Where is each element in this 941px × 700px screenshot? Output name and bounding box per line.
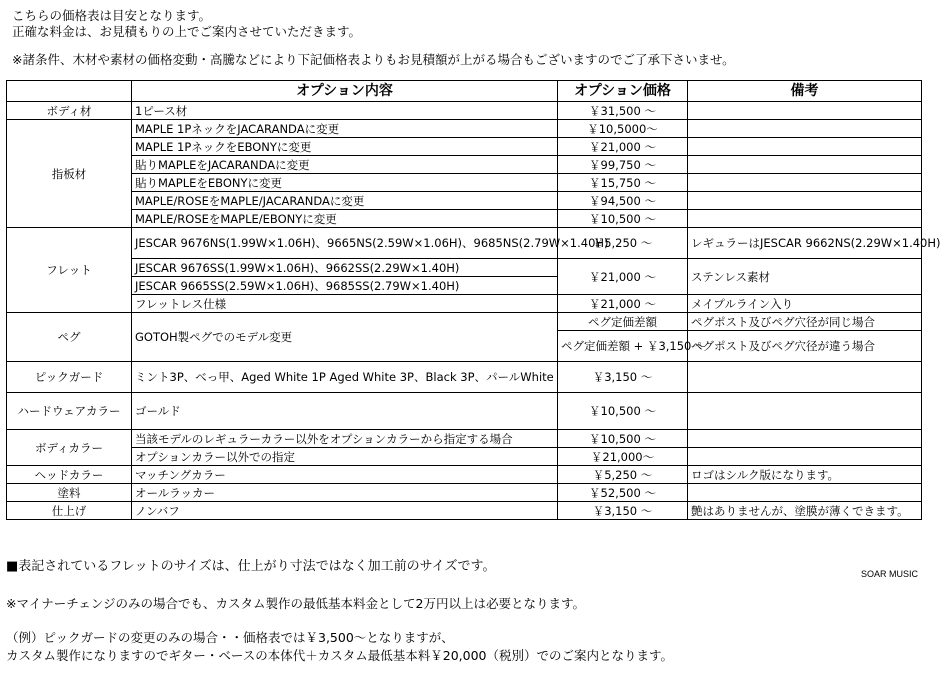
option-desc: MAPLE 1PネックをEBONYに変更 [132,138,558,156]
option-price: ￥5,250 ～ [558,466,688,484]
intro-line-1: こちらの価格表は目安となります。 [12,8,212,23]
category-label: 塗料 [7,484,132,502]
table-row [7,502,922,520]
option-price: ￥10,500 ～ [558,430,688,448]
option-note [688,448,922,466]
category-label: ハードウェアカラー [7,393,132,430]
category-label: 仕上げ [7,502,132,520]
option-desc: 貼りMAPLEをJACARANDAに変更 [132,156,558,174]
header-note: 備考 [688,81,922,102]
option-note [688,393,922,430]
option-desc: GOTOH製ペグでのモデル変更 [132,313,558,362]
option-note: ペグポスト及びペグ穴径が同じ場合 [688,313,922,331]
table-row [7,210,922,228]
option-price: ￥21,000 ～ [558,259,688,295]
intro-line-3: ※諸条件、木材や素材の価格変動・高騰などにより下記価格表よりもお見積額が上がる場合もございますのでご了承下さいませ。 [12,52,735,67]
example-note [6,629,673,665]
table-row [7,259,922,277]
option-desc: 貼りMAPLEをEBONYに変更 [132,174,558,192]
intro-line-2: 正確な料金は、お見積もりの上でご案内させていただきます。 [12,24,362,39]
option-note [688,210,922,228]
option-note [688,174,922,192]
option-price: ￥21,000 ～ [558,295,688,313]
option-price: ￥15,750 ～ [558,174,688,192]
option-note [688,484,922,502]
option-note [688,102,922,120]
option-desc: JESCAR 9676NS(1.99W×1.06H)、9665NS(2.59W×1.06H)、9685NS(2.79W×1.40H) [132,228,558,259]
category-label: ピックガード [7,362,132,393]
category-label: ヘッドカラー [7,466,132,484]
option-desc: オールラッカー [132,484,558,502]
category-label: 指板材 [7,120,132,228]
table-header-row [7,81,922,102]
option-price: ￥94,500 ～ [558,192,688,210]
option-note: ロゴはシルク版になります。 [688,466,922,484]
option-price: ￥99,750 ～ [558,156,688,174]
option-note: レギュラーはJESCAR 9662NS(2.29W×1.40H) [688,228,922,259]
option-desc: 当該モデルのレギュラーカラー以外をオプションカラーから指定する場合 [132,430,558,448]
option-note [688,192,922,210]
option-note [688,430,922,448]
category-label: ボディ材 [7,102,132,120]
table-row [7,192,922,210]
table-row [7,228,922,259]
header-price: オプション価格 [558,81,688,102]
table-row [7,174,922,192]
option-desc: MAPLE/ROSEをMAPLE/EBONYに変更 [132,210,558,228]
brand-label: SOAR MUSIC [860,569,918,579]
option-price: ￥21,000～ [558,448,688,466]
option-note: ステンレス素材 [688,259,922,295]
option-price: ￥21,000 ～ [558,138,688,156]
option-price: ￥5,250 ～ [558,228,688,259]
option-note [688,362,922,393]
table-row [7,313,922,331]
option-desc: JESCAR 9665SS(2.59W×1.06H)、9685SS(2.79W×1.40H) [132,277,558,295]
table-row [7,466,922,484]
option-desc: マッチングカラー [132,466,558,484]
option-desc: ミント3P、べっ甲、Aged White 1P Aged White 3P、Black 3P、パールWhite [132,362,558,393]
table-row [7,448,922,466]
option-note [688,138,922,156]
option-desc: 1ピース材 [132,102,558,120]
option-price: ￥31,500 ～ [558,102,688,120]
example-line-1: （例）ピックガードの変更のみの場合・・価格表では￥3,500～となりますが、 [6,630,454,645]
option-price: ￥10,500 ～ [558,393,688,430]
option-price: ￥52,500 ～ [558,484,688,502]
category-label: ペグ [7,313,132,362]
option-note: メイプルライン入り [688,295,922,313]
header-category [7,81,132,102]
option-desc: ゴールド [132,393,558,430]
table-row [7,156,922,174]
option-desc: ノンバフ [132,502,558,520]
minimum-fee-note: ※マイナーチェンジのみの場合でも、カスタム製作の最低基本料金として2万円以上は必要となります。 [6,596,585,611]
intro-text [12,8,735,68]
table-row [7,430,922,448]
table-row [7,120,922,138]
table-row [7,138,922,156]
option-desc: フレットレス仕様 [132,295,558,313]
option-note: 艶はありませんが、塗膜が薄くできます。 [688,502,922,520]
option-price: ペグ定価差額 [558,313,688,331]
category-label: フレット [7,228,132,313]
table-row [7,393,922,430]
option-desc: MAPLE 1PネックをJACARANDAに変更 [132,120,558,138]
option-desc: オプションカラー以外での指定 [132,448,558,466]
price-table [6,80,941,520]
table-row [7,362,922,393]
option-price: ￥10,5000～ [558,120,688,138]
option-note [688,120,922,138]
option-price: ペグ定価差額 + ￥3,150 ～ [558,331,688,362]
category-label: ボディカラー [7,430,132,466]
table-row [7,295,922,313]
option-price: ￥10,500 ～ [558,210,688,228]
table-row [7,484,922,502]
header-option: オプション内容 [132,81,558,102]
option-price: ￥3,150 ～ [558,362,688,393]
fret-size-footnote: ■表記されているフレットのサイズは、仕上がり寸法ではなく加工前のサイズです。 [6,559,496,574]
example-line-2: カスタム製作になりますのでギター・ベースの本体代＋カスタム最低基本料￥20,000（税別）でのご案内となります。 [6,648,673,663]
option-note [688,156,922,174]
option-note: ペグポスト及びペグ穴径が違う場合 [688,331,922,362]
option-desc: MAPLE/ROSEをMAPLE/JACARANDAに変更 [132,192,558,210]
option-price: ￥3,150 ～ [558,502,688,520]
option-desc: JESCAR 9676SS(1.99W×1.06H)、9662SS(2.29W×1.40H) [132,259,558,277]
table-row [7,102,922,120]
